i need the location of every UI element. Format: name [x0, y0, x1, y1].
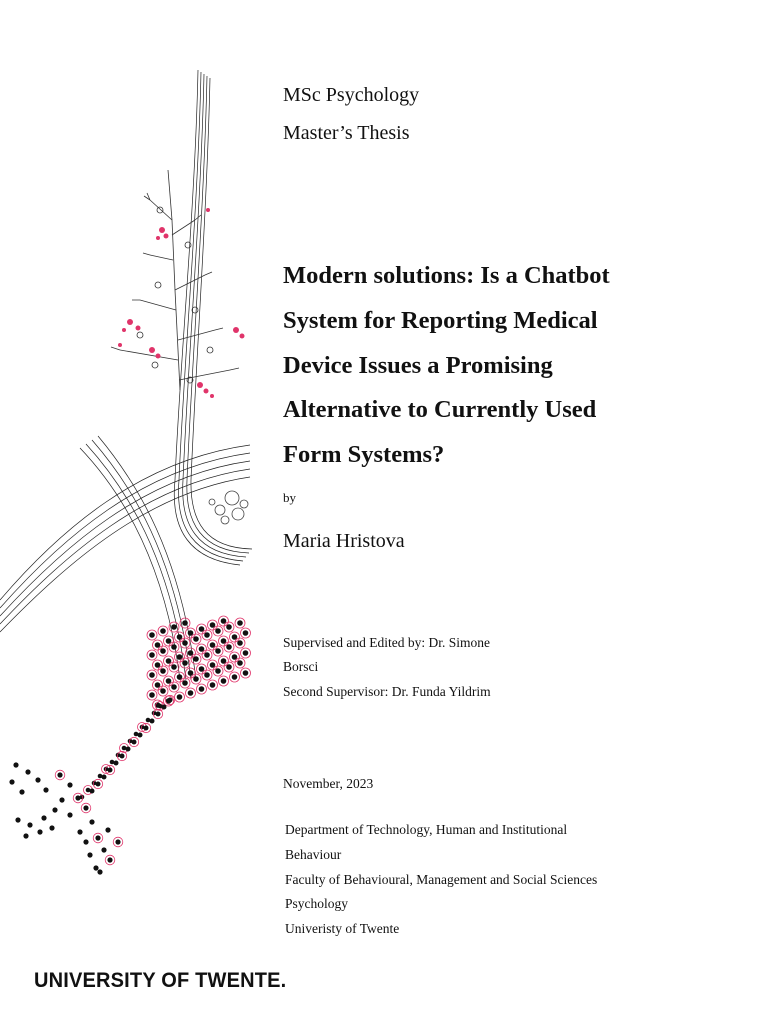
title-line-1: Modern solutions: Is a Chatbot: [283, 262, 610, 289]
field: Psychology: [285, 896, 349, 911]
degree-program: MSc Psychology: [283, 84, 420, 106]
title-line-4: Alternative to Currently Used: [283, 396, 597, 423]
university: Univeristy of Twente: [285, 921, 400, 936]
department-line-1: Department of Technology, Human and Institutional: [285, 822, 568, 837]
university-logo: UNIVERSITY OF TWENTE.: [34, 968, 287, 992]
department-line-2: Behaviour: [285, 847, 342, 862]
title-line-2: System for Reporting Medical: [283, 307, 598, 334]
dot-pattern: [9, 616, 250, 875]
title-line-5: Form Systems?: [283, 441, 445, 468]
cover-illustration: [0, 60, 255, 900]
submission-date: November, 2023: [283, 776, 374, 791]
bubble-cluster: [209, 491, 248, 524]
second-supervisor: Second Supervisor: Dr. Funda Yildrim: [283, 684, 491, 699]
faculty: Faculty of Behavioural, Management and Social Sciences: [285, 872, 598, 887]
author-name: Maria Hristova: [283, 530, 405, 552]
supervisor-line-2: Borsci: [283, 659, 319, 674]
supervisor-line-1: Supervised and Edited by: Dr. Simone: [283, 635, 490, 650]
vertical-line-bundle: [174, 70, 252, 565]
plant-illustration: [111, 170, 239, 390]
document-type: Master’s Thesis: [283, 122, 410, 144]
by-label: by: [283, 490, 296, 505]
title-line-3: Device Issues a Promising: [283, 352, 553, 379]
